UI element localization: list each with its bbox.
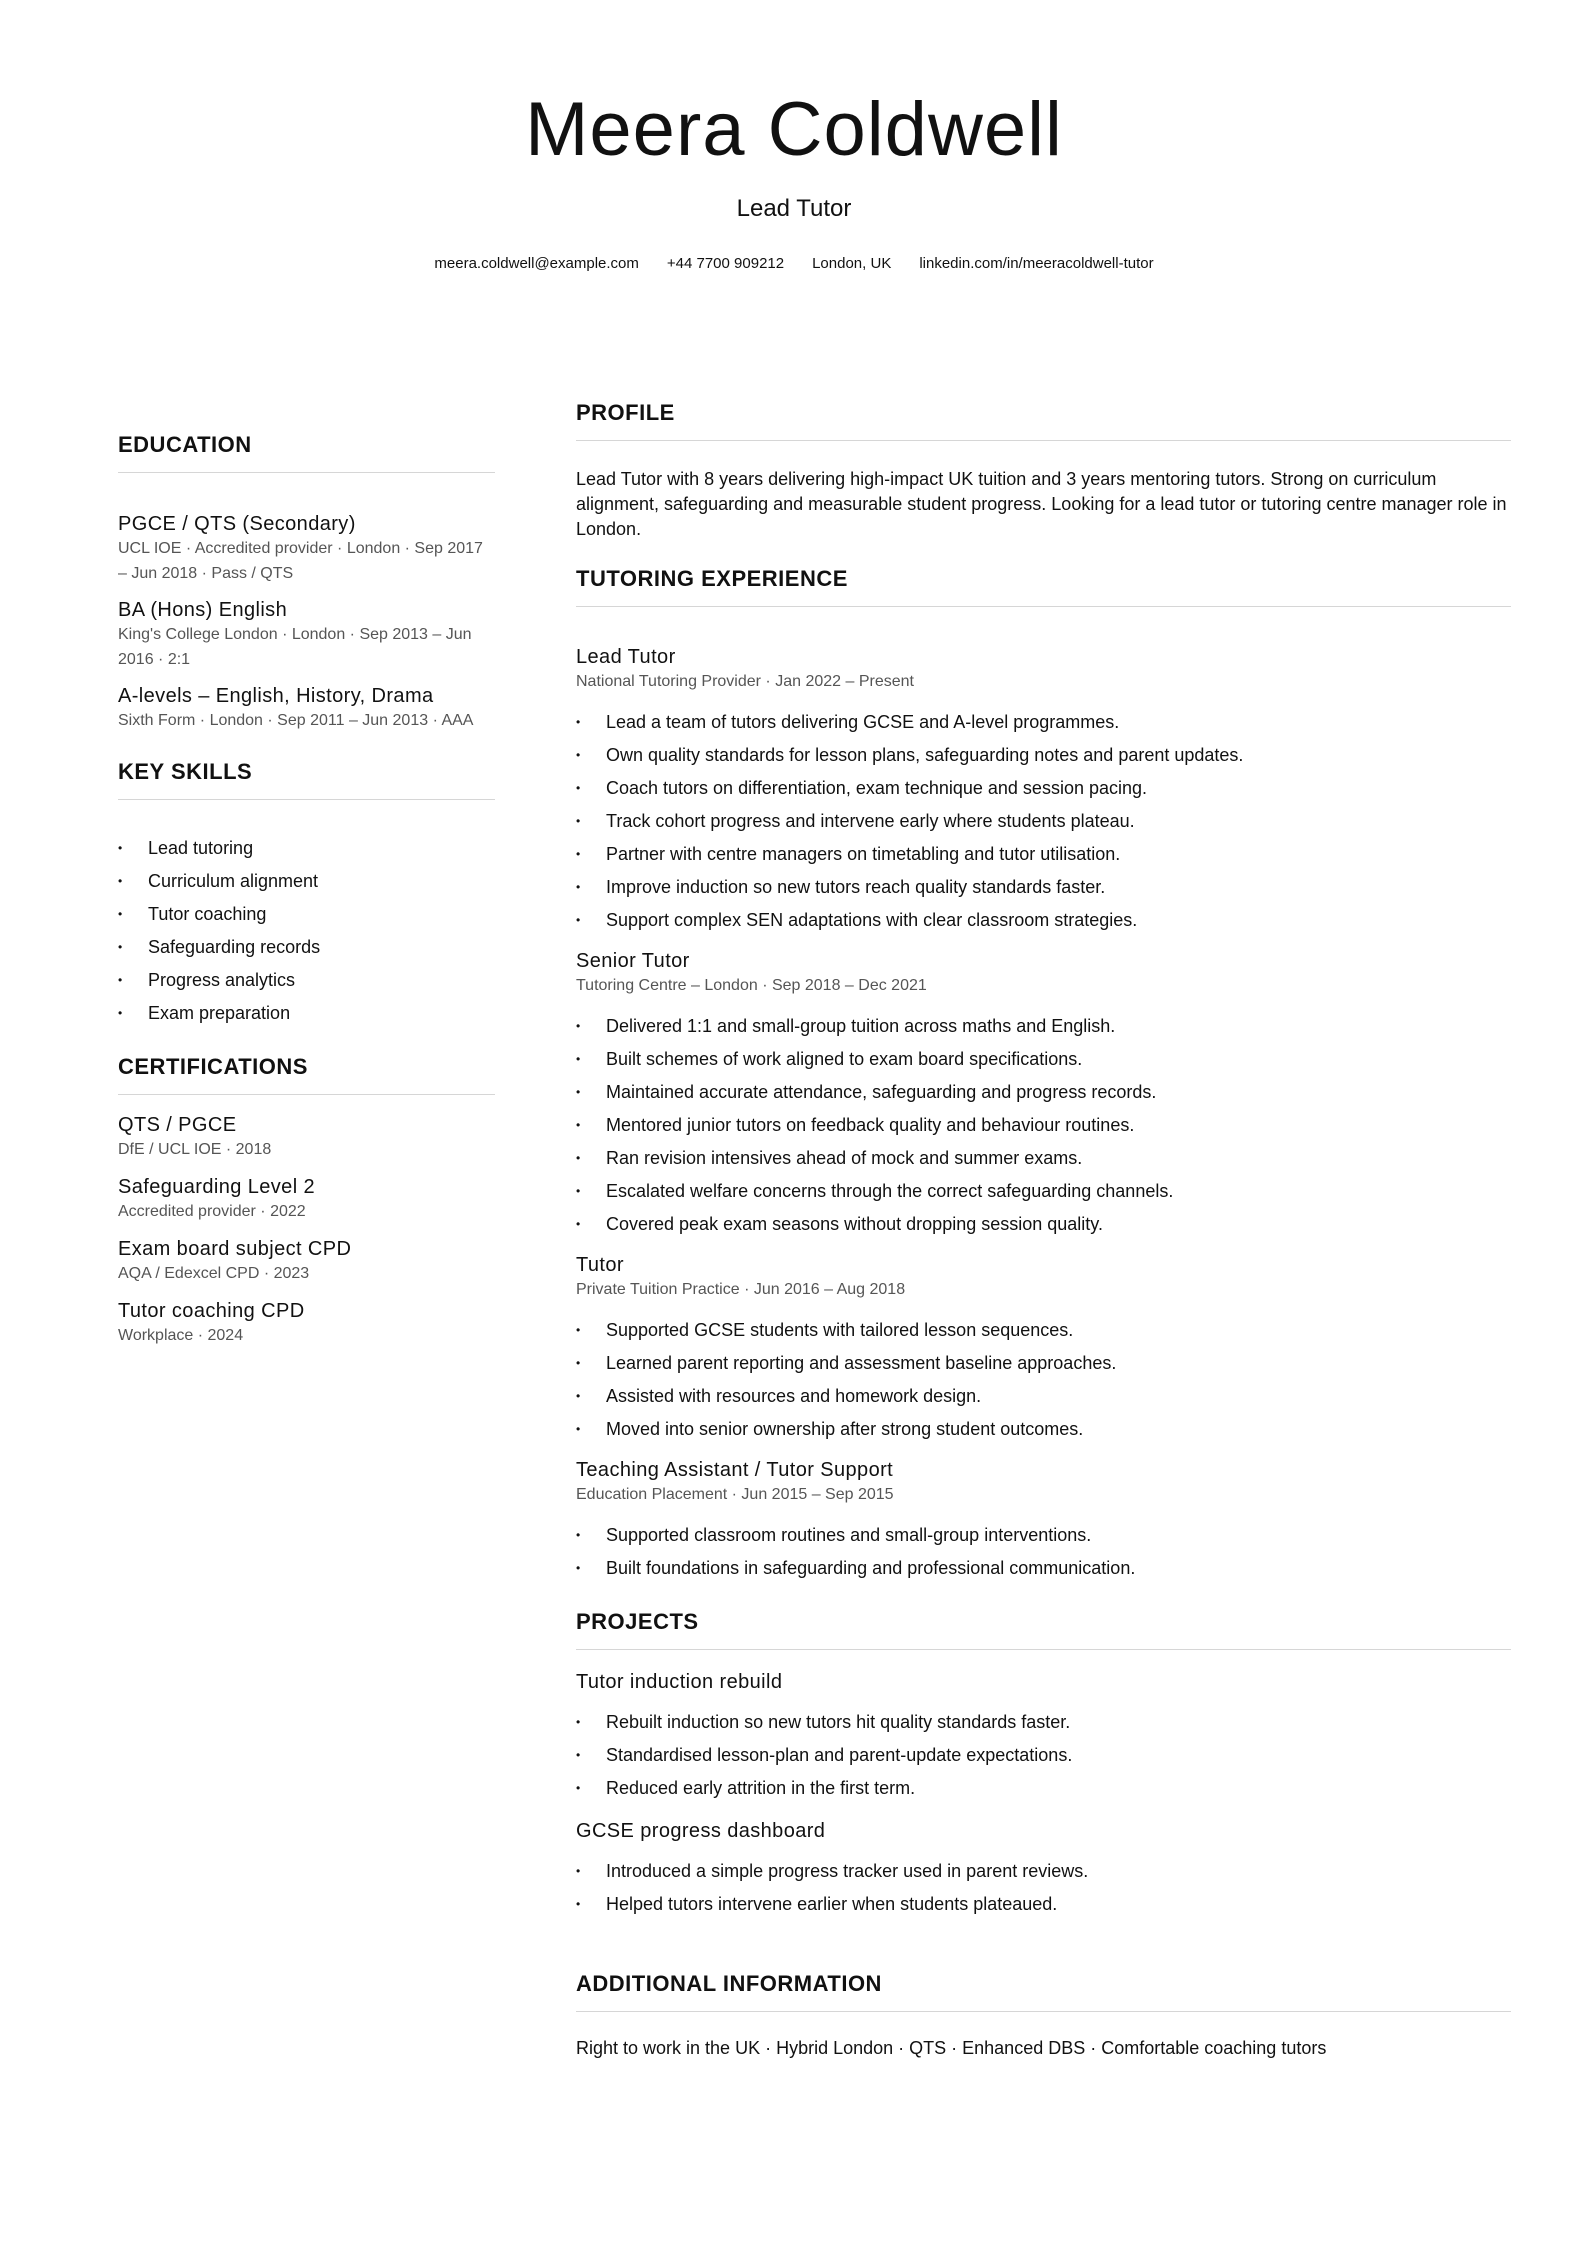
education-title: PGCE / QTS (Secondary) (118, 513, 356, 535)
certification-title: Tutor coaching CPD (118, 1300, 305, 1322)
education-detail: Sixth Form · London · Sep 2011 – Jun 2013 · AAA (118, 712, 474, 729)
skill-item: • Exam preparation (118, 997, 495, 1030)
job-bullet: • Escalated welfare concerns through the correct safeguarding channels. (576, 1175, 1511, 1208)
education-heading: EDUCATION (118, 434, 495, 473)
job-title: Lead Tutor (576, 646, 676, 668)
job-bullet: • Supported GCSE students with tailored lesson sequences. (576, 1314, 1511, 1347)
contact-phone: +44 7700 909212 (666, 255, 785, 272)
certification-title: QTS / PGCE (118, 1114, 237, 1136)
education-item (118, 598, 495, 672)
project-title: GCSE progress dashboard (576, 1820, 826, 1842)
bullet-icon: • (576, 1151, 581, 1165)
job-bullet: • Track cohort progress and intervene early where students plateau. (576, 805, 1511, 838)
skill-item: • Curriculum alignment (118, 865, 495, 898)
job-entry (576, 1458, 1511, 1585)
bullet-icon: • (118, 841, 123, 855)
education-section (118, 434, 495, 733)
certifications-section (118, 1056, 495, 1348)
contact-line (0, 256, 1588, 271)
job-bullet: • Delivered 1:1 and small-group tuition across maths and English. (576, 1010, 1511, 1043)
project-bullet: • Standardised lesson-plan and parent-update expectations. (576, 1739, 1511, 1772)
education-detail: UCL IOE · Accredited provider · London · Sep 2017 – Jun 2018 · Pass / QTS (118, 540, 483, 582)
education-detail: King's College London · London · Sep 2013 – Jun 2016 · 2:1 (118, 626, 472, 668)
job-bullet: • Mentored junior tutors on feedback quality and behaviour routines. (576, 1109, 1511, 1142)
left-column (118, 434, 495, 1348)
job-bullets (576, 1519, 1511, 1585)
certification-item (118, 1299, 495, 1348)
skills-heading: KEY SKILLS (118, 761, 495, 800)
job-bullets (576, 706, 1511, 937)
job-meta: Private Tuition Practice · Jun 2016 – Aug 2018 (576, 1281, 906, 1298)
profile-heading: PROFILE (576, 402, 1511, 441)
certification-title: Safeguarding Level 2 (118, 1176, 316, 1198)
job-bullets (576, 1314, 1511, 1446)
job-bullet: • Own quality standards for lesson plans, safeguarding notes and parent updates. (576, 739, 1511, 772)
bullet-icon: • (576, 1356, 581, 1370)
skills-section (118, 761, 495, 1030)
bullet-icon: • (576, 1184, 581, 1198)
certification-detail: Workplace · 2024 (118, 1327, 244, 1344)
bullet-icon: • (576, 1323, 581, 1337)
contact-email[interactable]: meera.coldwell@example.com (434, 255, 639, 272)
bullet-icon: • (576, 880, 581, 894)
bullet-icon: • (576, 748, 581, 762)
bullet-icon: • (576, 715, 581, 729)
job-title: Teaching Assistant / Tutor Support (576, 1459, 894, 1481)
job-entry (576, 949, 1511, 1241)
certification-detail: DfE / UCL IOE · 2018 (118, 1141, 272, 1158)
job-entry (576, 645, 1511, 937)
job-bullet: • Lead a team of tutors delivering GCSE and A-level programmes. (576, 706, 1511, 739)
bullet-icon: • (576, 1561, 581, 1575)
skills-list (118, 832, 495, 1030)
project-bullet: • Introduced a simple progress tracker used in parent reviews. (576, 1855, 1511, 1888)
job-bullet: • Built schemes of work aligned to exam board specifications. (576, 1043, 1511, 1076)
bullet-icon: • (576, 1864, 581, 1878)
bullet-icon: • (576, 1748, 581, 1762)
project-bullet: • Helped tutors intervene earlier when students plateaued. (576, 1888, 1511, 1921)
project-entry (576, 1670, 1511, 1805)
project-title: Tutor induction rebuild (576, 1671, 783, 1693)
bullet-icon: • (576, 1422, 581, 1436)
experience-section (576, 568, 1511, 1585)
bullet-icon: • (576, 1019, 581, 1033)
bullet-icon: • (576, 1389, 581, 1403)
bullet-icon: • (576, 1897, 581, 1911)
certification-detail: Accredited provider · 2022 (118, 1203, 306, 1220)
contact-location: London, UK (812, 255, 892, 272)
bullet-icon: • (118, 940, 123, 954)
job-bullet: • Ran revision intensives ahead of mock and summer exams. (576, 1142, 1511, 1175)
certification-item (118, 1113, 495, 1162)
certification-title: Exam board subject CPD (118, 1238, 352, 1260)
bullet-icon: • (576, 1781, 581, 1795)
experience-heading: TUTORING EXPERIENCE (576, 568, 1511, 607)
job-meta: Education Placement · Jun 2015 – Sep 2015 (576, 1486, 894, 1503)
job-bullet: • Coach tutors on differentiation, exam technique and session pacing. (576, 772, 1511, 805)
job-bullet: • Partner with centre managers on timetabling and tutor utilisation. (576, 838, 1511, 871)
projects-section (576, 1611, 1511, 1921)
skill-item: • Safeguarding records (118, 931, 495, 964)
education-item (118, 684, 495, 733)
candidate-title: Lead Tutor (736, 195, 852, 222)
bullet-icon: • (576, 1052, 581, 1066)
right-column (576, 402, 1511, 2061)
job-meta: Tutoring Centre – London · Sep 2018 – Dec 2021 (576, 977, 927, 994)
job-bullet: • Moved into senior ownership after strong student outcomes. (576, 1413, 1511, 1446)
bullet-icon: • (576, 1217, 581, 1231)
job-bullet: • Improve induction so new tutors reach quality standards faster. (576, 871, 1511, 904)
job-meta: National Tutoring Provider · Jan 2022 – Present (576, 673, 914, 690)
bullet-icon: • (576, 1085, 581, 1099)
project-bullet: • Rebuilt induction so new tutors hit quality standards faster. (576, 1706, 1511, 1739)
bullet-icon: • (576, 847, 581, 861)
project-bullets (576, 1706, 1511, 1805)
skill-item: • Progress analytics (118, 964, 495, 997)
candidate-name: Meera Coldwell (525, 87, 1063, 172)
bullet-icon: • (118, 874, 123, 888)
additional-section (576, 1973, 1511, 2061)
job-bullet: • Built foundations in safeguarding and professional communication. (576, 1552, 1511, 1585)
job-bullet: • Covered peak exam seasons without dropping session quality. (576, 1208, 1511, 1241)
job-title: Tutor (576, 1254, 624, 1276)
job-bullet: • Support complex SEN adaptations with clear classroom strategies. (576, 904, 1511, 937)
certification-item (118, 1175, 495, 1224)
job-bullet: • Assisted with resources and homework design. (576, 1380, 1511, 1413)
additional-info: Right to work in the UK · Hybrid London · QTS · Enhanced DBS · Comfortable coaching tutors (576, 2038, 1327, 2058)
job-bullets (576, 1010, 1511, 1241)
profile-section (576, 402, 1511, 542)
education-title: A-levels – English, History, Drama (118, 685, 434, 707)
bullet-icon: • (576, 814, 581, 828)
bullet-icon: • (576, 1528, 581, 1542)
projects-heading: PROJECTS (576, 1611, 1511, 1650)
job-bullet: • Supported classroom routines and small-group interventions. (576, 1519, 1511, 1552)
job-title: Senior Tutor (576, 950, 690, 972)
bullet-icon: • (576, 1715, 581, 1729)
education-title: BA (Hons) English (118, 599, 288, 621)
education-item (118, 512, 495, 586)
job-bullet: • Maintained accurate attendance, safeguarding and progress records. (576, 1076, 1511, 1109)
skill-item: • Tutor coaching (118, 898, 495, 931)
project-entry (576, 1819, 1511, 1921)
job-entry (576, 1253, 1511, 1446)
certifications-heading: CERTIFICATIONS (118, 1056, 495, 1095)
job-bullet: • Learned parent reporting and assessment baseline approaches. (576, 1347, 1511, 1380)
bullet-icon: • (576, 1118, 581, 1132)
additional-heading: ADDITIONAL INFORMATION (576, 1973, 1511, 2012)
bullet-icon: • (576, 913, 581, 927)
bullet-icon: • (118, 973, 123, 987)
bullet-icon: • (118, 1006, 123, 1020)
contact-linkedin[interactable]: linkedin.com/in/meeracoldwell-tutor (919, 255, 1154, 272)
project-bullets (576, 1855, 1511, 1921)
bullet-icon: • (118, 907, 123, 921)
profile-summary: Lead Tutor with 8 years delivering high-impact UK tuition and 3 years mentoring tutors. Strong on curriculum alignment, safeguarding and measurable student progress. Looking for a lead tutor or tutoring centre manager role in London. (576, 469, 1507, 539)
skill-item: • Lead tutoring (118, 832, 495, 865)
bullet-icon: • (576, 781, 581, 795)
certification-detail: AQA / Edexcel CPD · 2023 (118, 1265, 310, 1282)
project-bullet: • Reduced early attrition in the first term. (576, 1772, 1511, 1805)
certification-item (118, 1237, 495, 1286)
